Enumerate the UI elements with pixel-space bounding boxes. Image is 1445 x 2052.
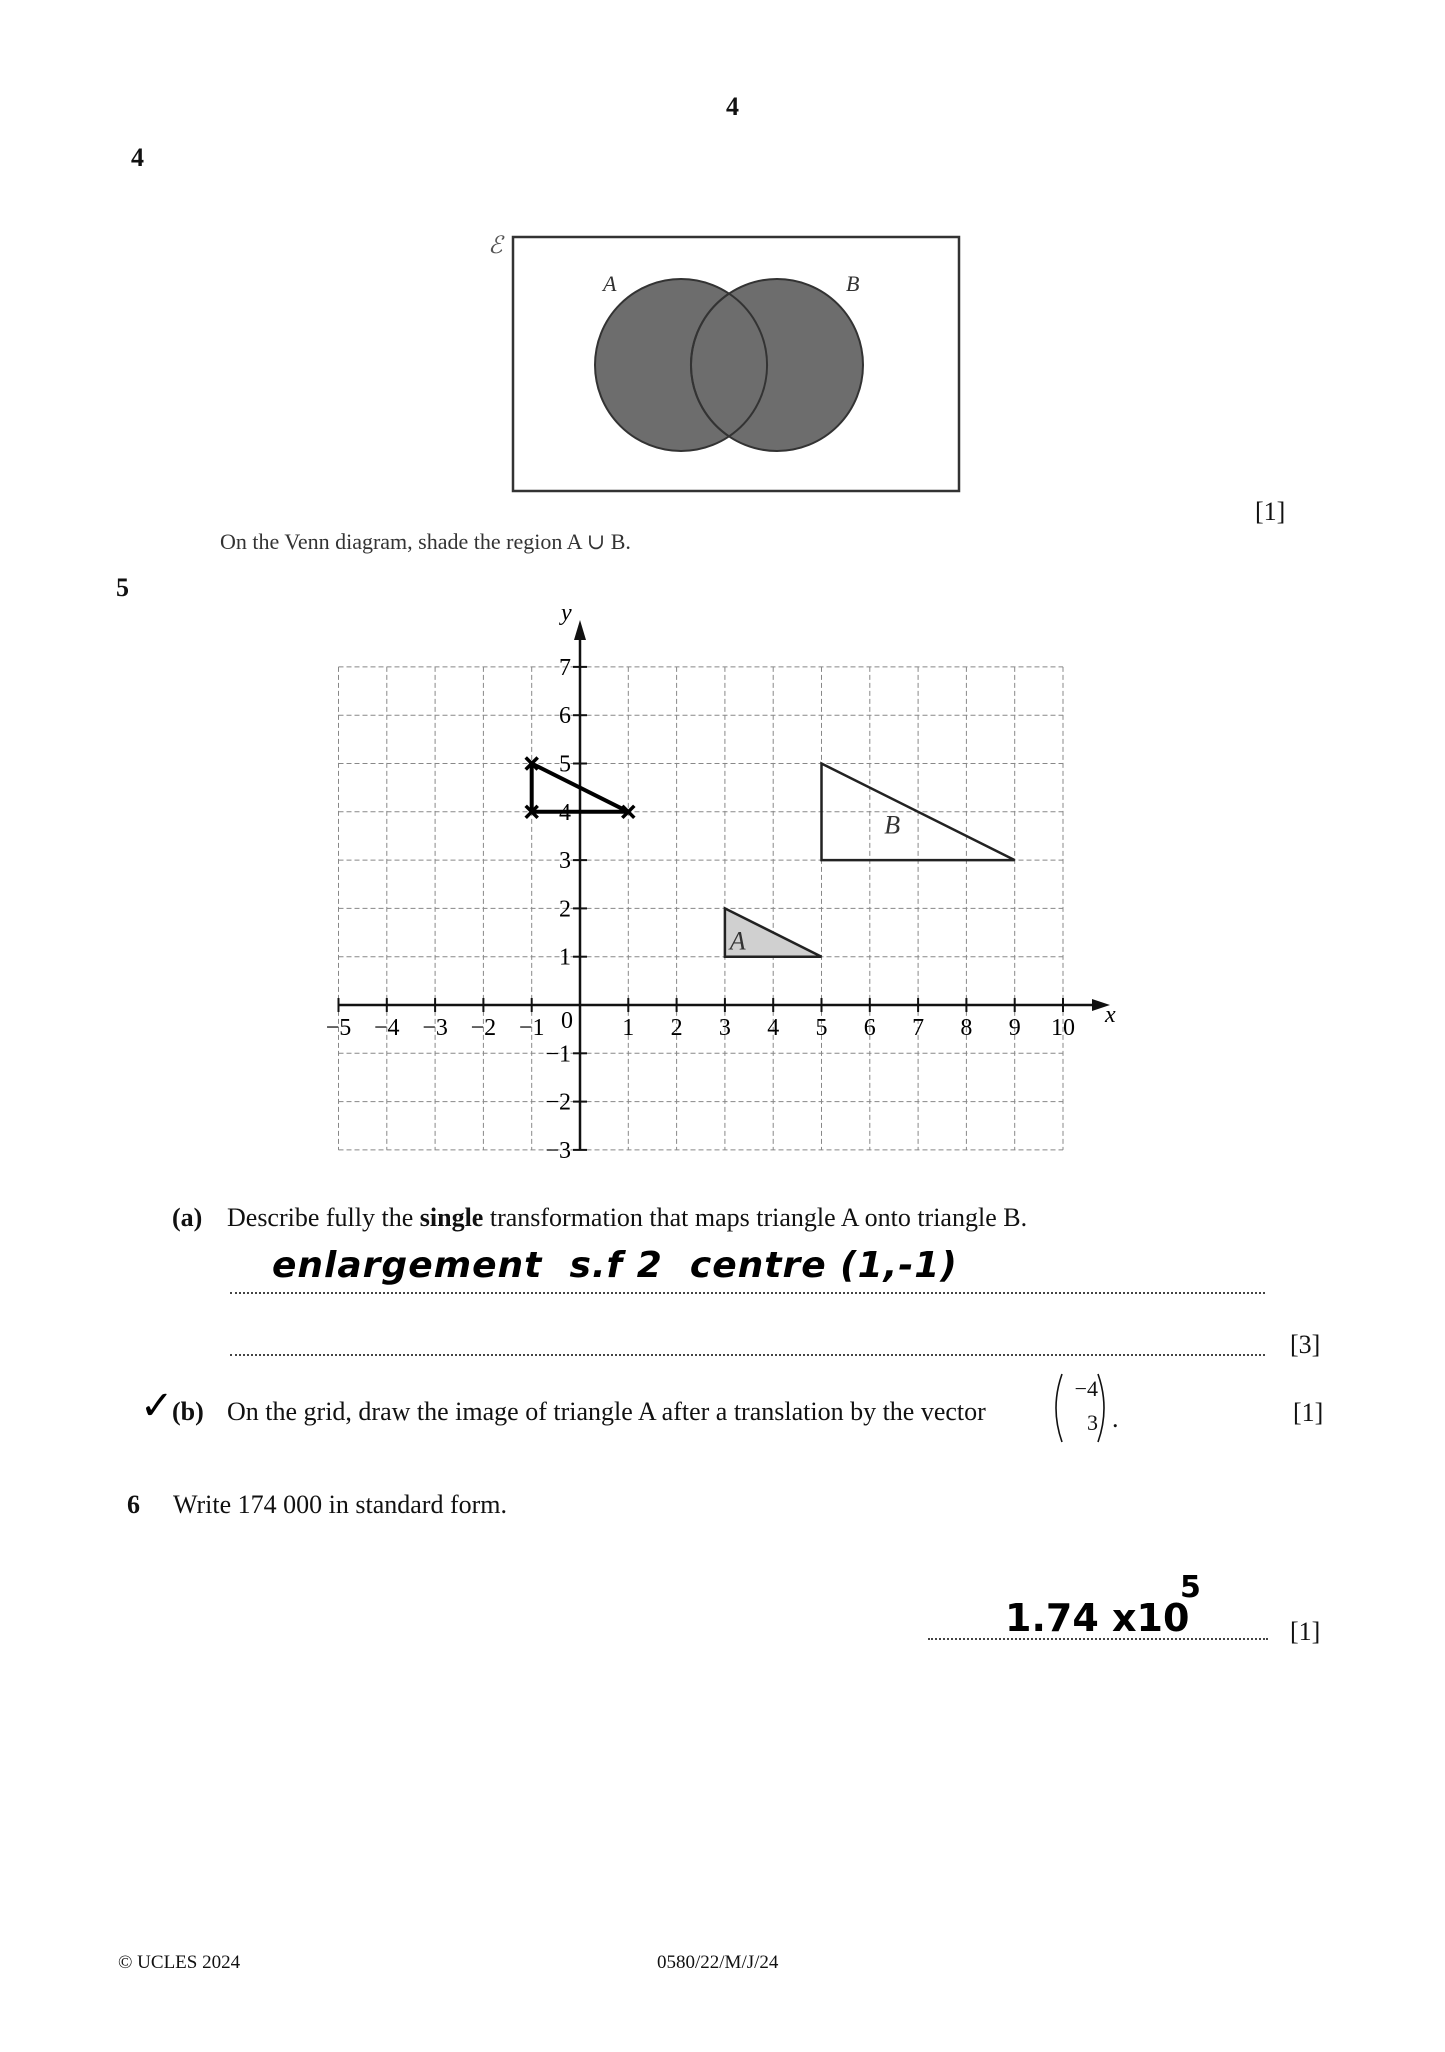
footer-paper-code: 0580/22/M/J/24 <box>657 1952 779 1973</box>
footer-copyright: © UCLES 2024 <box>118 1952 241 1973</box>
part-a-handwritten-answer: enlargement s.f 2 centre (1,-1) <box>272 1245 958 1286</box>
x-tick-label: 2 <box>670 1015 683 1041</box>
question-6-handwritten-exponent: 5 <box>1180 1570 1201 1605</box>
set-a-label: A <box>603 271 617 296</box>
question-6-number: 6 <box>127 1490 140 1519</box>
translation-vector <box>1050 1372 1110 1444</box>
x-tick-label: −5 <box>325 1015 352 1041</box>
set-b-label: B <box>846 271 860 296</box>
question-4-number: 4 <box>131 143 144 172</box>
question-5-number: 5 <box>116 573 129 602</box>
x-tick-label: 8 <box>960 1015 973 1041</box>
y-tick-label: 7 <box>559 654 571 681</box>
part-a-marks: [3] <box>1290 1330 1321 1359</box>
x-tick-label: 1 <box>622 1015 635 1041</box>
coordinate-grid <box>300 600 1160 1165</box>
part-b-question: On the grid, draw the image of triangle A after a translation by the vector <box>227 1397 986 1426</box>
x-tick-label: 9 <box>1008 1015 1021 1041</box>
x-tick-label: 4 <box>767 1015 780 1041</box>
x-tick-label: −4 <box>374 1015 400 1041</box>
vector-top: −4 <box>1074 1376 1098 1401</box>
y-tick-label: −1 <box>545 1041 571 1068</box>
x-tick-label: 7 <box>912 1015 925 1041</box>
x-axis-label: x <box>1105 1002 1116 1028</box>
y-tick-label: 5 <box>559 751 571 778</box>
y-tick-label: 3 <box>559 848 571 875</box>
part-a-answer-line-2[interactable] <box>230 1320 1265 1356</box>
triangle-a-label: A <box>729 926 746 956</box>
x-tick-label: 6 <box>863 1015 876 1041</box>
check-mark: ✓ <box>140 1383 174 1429</box>
y-tick-label: 2 <box>559 896 571 923</box>
part-a-question: Describe fully the single transformation that maps triangle A onto triangle B. <box>227 1203 1028 1232</box>
x-tick-label: −2 <box>470 1015 497 1041</box>
x-tick-label: 10 <box>1051 1015 1075 1041</box>
x-tick-label: −1 <box>518 1015 545 1041</box>
y-tick-label: −3 <box>545 1137 571 1164</box>
part-b-marks: [1] <box>1293 1398 1324 1427</box>
page-number: 4 <box>726 92 739 121</box>
y-tick-label: 6 <box>559 703 571 730</box>
y-tick-label: 1 <box>559 944 571 971</box>
question-6-text: Write 174 000 in standard form. <box>173 1490 507 1519</box>
triangle-b-label: B <box>884 810 901 840</box>
part-a-label: (a) <box>172 1203 203 1232</box>
question-4-marks: [1] <box>1255 497 1286 526</box>
venn-diagram <box>470 225 990 505</box>
universal-set-symbol: ℰ <box>488 233 503 259</box>
part-b-label: (b) <box>172 1397 204 1426</box>
x-tick-label: 5 <box>815 1015 828 1041</box>
y-tick-label: 4 <box>559 799 571 826</box>
vector-bottom: 3 <box>1087 1410 1098 1435</box>
question-6-handwritten-answer: 1.74 x10 <box>1005 1596 1190 1640</box>
x-tick-label: −3 <box>422 1015 448 1041</box>
y-axis-arrow <box>574 620 586 640</box>
question-4-instruction: On the Venn diagram, shade the region A ∪ B. <box>220 529 631 554</box>
question-6-marks: [1] <box>1290 1617 1321 1646</box>
x-tick-label: 3 <box>718 1015 731 1041</box>
y-axis-label: y <box>561 600 572 626</box>
origin-label: 0 <box>561 1008 573 1034</box>
y-tick-label: −2 <box>545 1089 571 1116</box>
